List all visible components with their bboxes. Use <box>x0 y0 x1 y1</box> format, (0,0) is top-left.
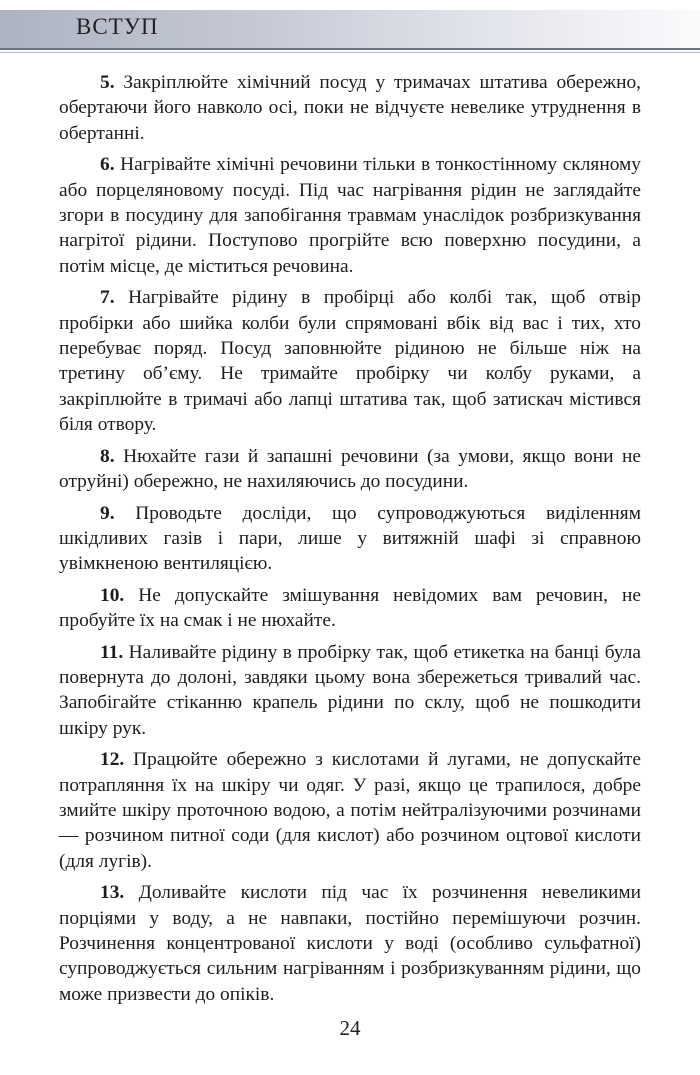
rule-item-6 <box>59 152 641 279</box>
header-divider <box>0 48 700 50</box>
rule-item-5 <box>59 70 641 146</box>
rule-item-12 <box>59 747 641 874</box>
rule-number: 9. <box>100 502 115 524</box>
rule-item-10 <box>59 583 641 634</box>
rule-text: Закріплюйте хімічний посуд у тримачах штатива обережно, обертаючи його навколо осі, поки не відчуєте невелике утруднення в обертанні. <box>59 72 641 144</box>
rule-text: Нагрівайте рідину в пробірці або колбі так, щоб отвір пробірки або шийка колби були спрямовані вбік від вас і тих, хто перебуває поряд. Посуд заповнюйте рідиною не більше ніж на третину об’єму. Не тримайте пробірку чи колбу руками, а закріплюйте в тримачі або лапці штатива так, щоб затискач містився біля отвору. <box>59 287 641 436</box>
rule-number: 11. <box>100 641 124 663</box>
rule-item-7 <box>59 285 641 437</box>
rule-number: 7. <box>100 287 115 309</box>
rule-item-11 <box>59 640 641 742</box>
rule-text: Нюхайте гази й запашні речовини (за умови, якщо вони не отруйні) обережно, не нахиляючись до посудини. <box>59 445 641 493</box>
rule-number: 5. <box>100 72 115 93</box>
rule-number: 6. <box>100 154 115 176</box>
rule-item-8 <box>59 444 641 495</box>
rule-text: Наливайте рідину в пробірку так, щоб етикетка на банці була повернута до долоні, завдяки цьому вона збережеться тривалий час. Запобігайте стіканню крапель рідини по склу, щоб не пошкодити шкіру рук. <box>59 641 641 739</box>
rule-text: Проводьте досліди, що супроводжуються виділенням шкідливих газів і пари, лише у витяжній шафі зі справною увімкненою вентиляцією. <box>59 502 641 575</box>
section-title: ВСТУП <box>76 14 159 39</box>
page-number: 24 <box>339 1016 361 1040</box>
rule-number: 13. <box>100 882 125 904</box>
rule-number: 12. <box>100 749 125 771</box>
rule-number: 8. <box>100 445 115 467</box>
rule-text: Працюйте обережно з кислотами й лугами, не допускайте потрапляння їх на шкіру чи одяг. У разі, якщо це трапилося, добре змийте шкіру проточною водою, а потім нейтралізуючими розчинами — розчином питної соди (для кислот) або розчином оцтової кислоти (для лугів). <box>59 749 641 872</box>
rule-text: Доливайте кислоти під час їх розчинення невеликими порціями у воду, а не навпаки, постійно перемішуючи розчин. Розчинення концентрованої кислоти у воді (особливо сульфатної) супроводжується сильним нагріванням і розбризкуванням рідини, що може призвести до опіків. <box>59 882 641 1005</box>
header-divider-thin <box>0 52 700 53</box>
rule-item-13 <box>59 880 641 1007</box>
rule-number: 10. <box>100 584 125 606</box>
rule-text: Не допускайте змішування невідомих вам речовин, не пробуйте їх на смак і не нюхайте. <box>59 584 641 632</box>
rule-item-9 <box>59 501 641 577</box>
rule-text: Нагрівайте хімічні речовини тільки в тонкостінному скляному або порцеляновому посуді. Під час нагрівання рідин не заглядайте згори в посудину для запобігання травмам унаслідок розбризкування нагрітої рідини. Поступово прогрійте всю поверхню посудини, а потім місце, де міститься речовина. <box>59 154 641 277</box>
rules-list <box>59 70 641 1013</box>
